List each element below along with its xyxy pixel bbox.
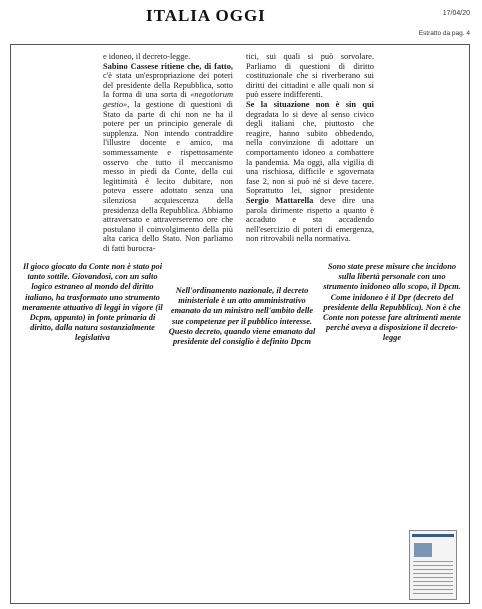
newspaper-title: ITALIA OGGI [146, 6, 266, 25]
body-text: degradata lo si deve al senso civico degli italiani che, piuttosto che reagire, hanno subito obbedendo, nella convinzione di adottare un comportamento idoneo a combattere la pandemia. Ma oggi, alla vigilia di una rischiosa, difficile e sgovernata fase 2, non si può né si deve tacere. Soprattutto lei, signor presidente [246, 109, 374, 196]
lead-text: Se la situazione non è sin qui [246, 99, 374, 109]
thumbnail-photo [414, 543, 432, 557]
body-text: deve dire una parola dirimente rispetto a quanto è accaduto e sta accadendo nell'esercizio di poteri di emergenza, non ritrovabili nella normativa. [246, 195, 374, 244]
article-column-2 [246, 52, 374, 244]
thumbnail-text-line [413, 569, 453, 570]
paragraph [246, 100, 374, 244]
pull-quote-2: Nell'ordinamento nazionale, il decreto ministeriale è un atto amministrativo emanato da un ministro nell'ambito delle sue competenze per il pubblico interesse. Questo decreto, quando viene emanato dal presidente del consiglio è definito Dpcm [168, 286, 316, 347]
thumbnail-header-bar [412, 534, 454, 537]
pull-quote-1: Il gioco giocato da Conte non è stato poi tanto sottile. Giovandosi, con un salto logico estraneo al mondo del diritto italiano, ha trasformato uno strumento meramente attuativo di leggi in vigore (il Dcpm, appunto) in fonte primaria di diritto, dalla natura sostanzialmente legislativa [22, 262, 163, 343]
latin-term: «negotiorum gestio» [103, 90, 233, 109]
thumbnail-text-line [413, 585, 453, 586]
thumbnail-text-line [413, 581, 453, 582]
body-text: c'è stata un'espropriazione dei poteri del presidente della Repubblica, sotto la forma di una sorta di [103, 71, 233, 100]
paragraph [103, 62, 233, 254]
person-name: Sabino Cassese [103, 61, 159, 71]
thumbnail-text-line [413, 561, 453, 562]
page-thumbnail [409, 530, 457, 600]
paragraph: e idoneo, il decreto-legge. [103, 52, 191, 61]
publication-date: 17/04/20 [442, 10, 470, 17]
paragraph: tici, sui quali si può sorvolare. Parliamo di questioni di diritto costituzionale che si riverberano sui diritti dei cittadini e alle quali non si può essere indifferenti. [246, 52, 374, 100]
page-extract-label: Estratto da pag. 4 [418, 30, 470, 37]
lead-text: ritiene che, di fatto, [158, 61, 233, 71]
person-name: Sergio Mattarella [246, 195, 314, 205]
thumbnail-text-line [413, 573, 453, 574]
pull-quote-3: Sono state prese misure che incidono sulla libertà personale con uno strumento inidoneo allo scopo, il Dpcm. Come inidoneo è il Dpr (decreto del presidente della Repubblica). Non è che Conte non potesse fare altrimenti mente perché aveva a disposizione il decreto-legge [323, 262, 461, 343]
article-column-1 [103, 52, 233, 253]
masthead [0, 4, 482, 26]
thumbnail-text-line [413, 577, 453, 578]
body-text: , la gestione di questioni di Stato da parte di chi non ne ha il potere per un principio generale di supplenza. Non intendo contraddire l'illustre docente e amico, ma sommessamente e rispettosamente osservo che tutto il meccanismo messo in piedi da Conte, della cui legittimità è lecito dubitare, non poteva essere adottato senza una silenziosa acquiescenza della presidenza della Repubblica. Abbiamo attraversato e attraverseremo ore che postulano il coinvolgimento della più alta carica dello Stato. Non parliamo di fatti burocra- [103, 99, 233, 253]
thumbnail-text-line [413, 565, 453, 566]
thumbnail-text-line [413, 589, 453, 590]
thumbnail-text-line [413, 593, 453, 594]
